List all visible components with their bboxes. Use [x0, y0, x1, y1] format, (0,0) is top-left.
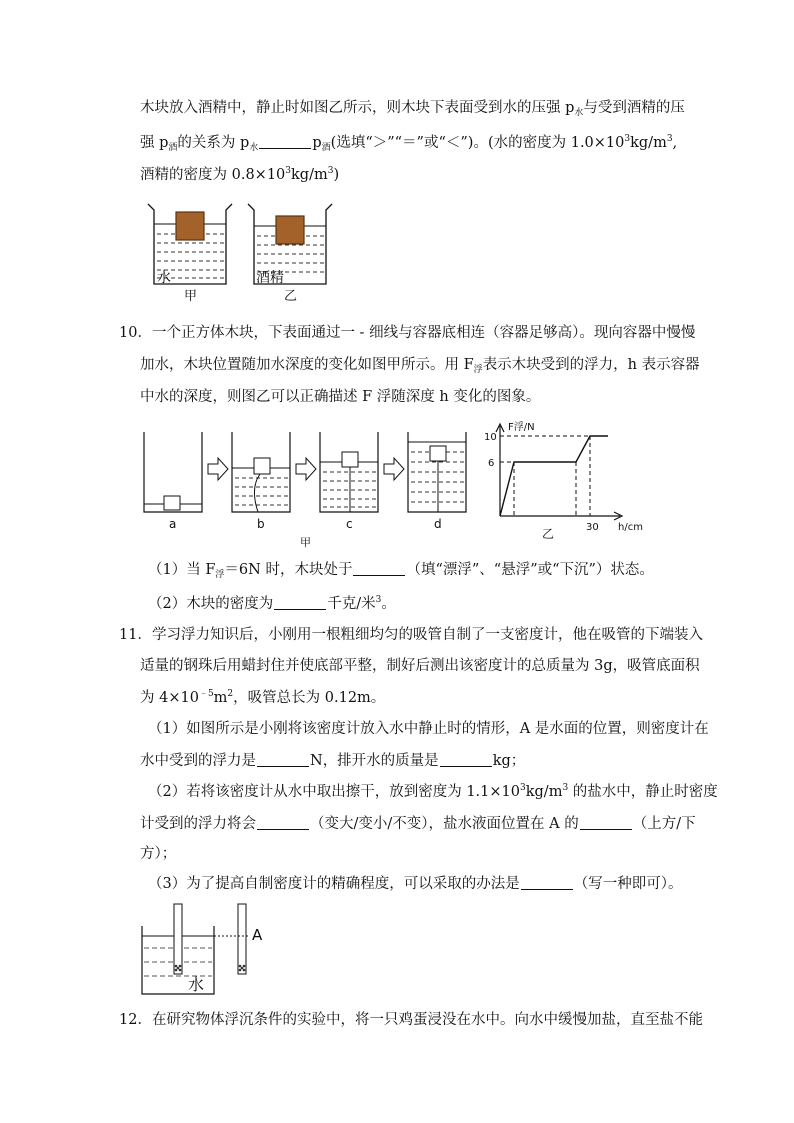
buoyancy-line: [500, 436, 608, 516]
q10-line2: 加水，木块位置随加水深度的变化如图甲所示。用 $F_浮$表示木块受到的浮力，h 表示容器: [140, 357, 700, 375]
y-tick-10: 10: [484, 432, 497, 443]
y-axis-label: F浮/N: [508, 422, 535, 433]
container-c: [320, 432, 378, 531]
x-tick-30: 30: [586, 522, 599, 533]
q10-line3: 中水的深度，则图乙可以正确描述 F 浮随深度 h 变化的图象。: [140, 389, 541, 405]
svg-text:c: c: [346, 517, 353, 531]
q10-sub2: （2）木块的密度为 千克/米$^3$。: [148, 595, 396, 612]
svg-text:d: d: [434, 517, 442, 531]
y-tick-6: 6: [488, 458, 495, 469]
beaker-water: [148, 204, 232, 286]
label-A: A: [252, 926, 263, 944]
caption-jia: 甲: [300, 536, 311, 549]
answer-blank[interactable]: [440, 752, 492, 767]
q11-densimeter-figure: [140, 904, 280, 998]
q11-line3: 为 $4\times 10^{﹣5}m^2$，吸管总长为 0.12m。: [140, 689, 386, 706]
q11-line1: 11．学习浮力知识后，小刚用一根粗细均匀的吸管自制了一支密度计，他在吸管的下端装入: [119, 627, 703, 643]
q10-sub1: （1）当 $F_浮=6N$ 时，木块处于 （填“漂浮”、“悬浮”或“下沉”）状态。: [148, 562, 654, 580]
arrow-icon: [384, 458, 404, 480]
answer-blank[interactable]: [580, 815, 632, 830]
answer-blank[interactable]: [274, 595, 326, 610]
q9-line2: 强 $p_酒$的关系为 $p_水$ $p_酒$(选填“＞”“＝”或“＜”)。(水的密度为 $1.0\times 10^3kg/m^3$,: [140, 134, 678, 153]
wood-block: [176, 212, 204, 240]
q12-line1: 12．在研究物体浮沉条件的实验中，将一只鸡蛋浸没在水中。向水中缓慢加盐，直至盐不能: [119, 1012, 703, 1028]
water-label: 水: [188, 975, 205, 994]
water-label: 水: [157, 270, 171, 286]
caption-jia: 甲: [184, 289, 198, 304]
arrow-icon: [208, 458, 228, 480]
answer-blank[interactable]: [259, 134, 311, 149]
x-axis-label: h/cm: [618, 522, 643, 533]
graph-yi: [484, 420, 643, 541]
q10-line1: 10．一个正方体木块，下表面通过一 - 细线与容器底相连（容器足够高）。现向容器中慢慢: [119, 325, 696, 341]
caption-yi: 乙: [542, 527, 555, 541]
svg-text:b: b: [257, 517, 265, 531]
wood-block: [276, 216, 304, 244]
q9-line3: 酒精的密度为 $0.8\times 10^3kg/m^3$): [140, 166, 340, 183]
q11-sub1-line2: 水中受到的浮力是 N，排开水的质量是 kg；: [140, 753, 526, 769]
q11-line2: 适量的钢珠后用蜡封住并使底部平整，制好后测出该密度计的总质量为 3g，吸管底面积: [140, 658, 700, 674]
q11-sub2-line2: 计受到的浮力将会 （变大/变小/不变），盐水液面位置在 A 的 （上方/下: [140, 816, 696, 832]
alcohol-label: 酒精: [256, 270, 284, 286]
answer-blank[interactable]: [353, 561, 405, 576]
q11-sub3: （3）为了提高自制密度计的精确程度，可以采取的办法是 （写一种即可）。: [148, 876, 683, 892]
container-d: [408, 432, 466, 531]
q9-line1: 木块放入酒精中，静止时如图乙所示，则木块下表面受到水的压强 $p_水$与受到酒精的压: [140, 100, 685, 118]
answer-blank[interactable]: [521, 875, 573, 890]
caption-yi: 乙: [284, 289, 298, 304]
beaker-alcohol: [248, 204, 332, 286]
container-b: [232, 432, 290, 531]
q10-figure: [140, 424, 660, 550]
answer-blank[interactable]: [257, 752, 309, 767]
q11-sub2-line3: 方）；: [140, 846, 177, 862]
container-a: [144, 432, 202, 531]
q11-sub2-line1: （2）若将该密度计从水中取出擦干，放到密度为 $1.1\times 10^3kg/m^3$ 的盐水中，静止时密度: [148, 783, 718, 800]
answer-blank[interactable]: [257, 815, 309, 830]
svg-text:a: a: [169, 517, 177, 531]
arrow-icon: [296, 458, 316, 480]
q9-beakers-figure: [140, 196, 340, 306]
q11-sub1-line1: （1）如图所示是小刚将该密度计放入水中静止时的情形，A 是水面的位置，则密度计在: [148, 721, 709, 737]
